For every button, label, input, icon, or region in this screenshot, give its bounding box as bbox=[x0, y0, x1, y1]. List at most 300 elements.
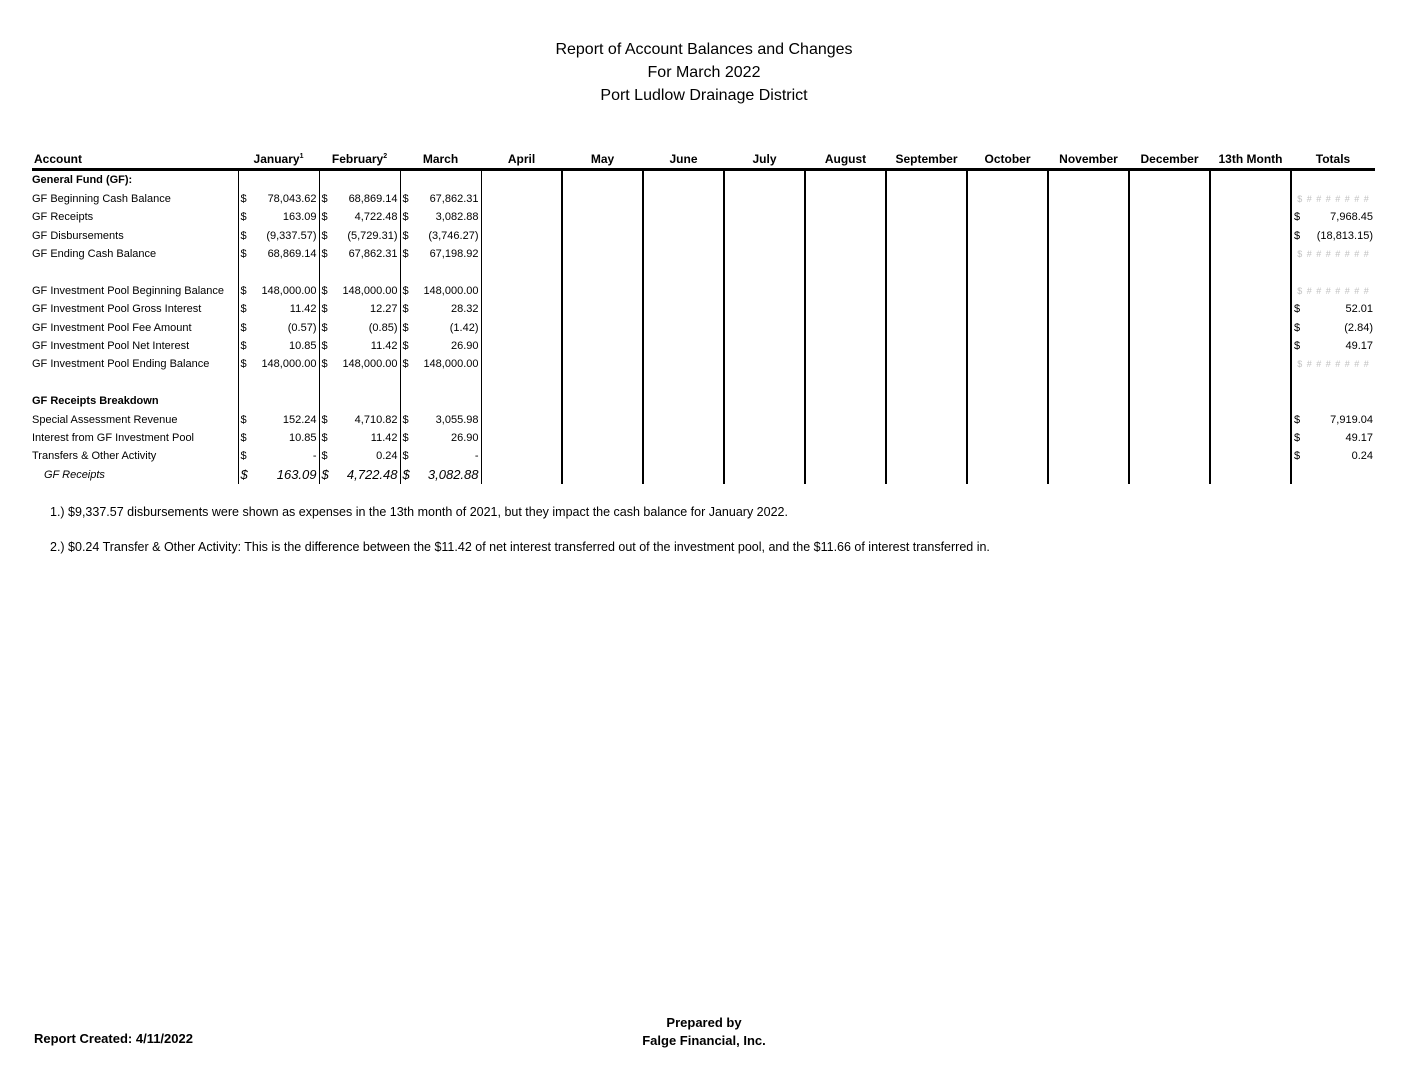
column-header-month: October bbox=[967, 148, 1048, 170]
row-label: GF Ending Cash Balance bbox=[32, 248, 157, 261]
column-header-month: November bbox=[1048, 148, 1129, 170]
month-cell bbox=[562, 227, 643, 245]
total-value: 52.01 bbox=[1345, 303, 1373, 316]
currency-symbol: $ bbox=[402, 303, 409, 316]
month-cell bbox=[1129, 227, 1210, 245]
amount-value: 148,000.00 bbox=[342, 284, 398, 297]
month-cell bbox=[481, 282, 562, 300]
month-cell bbox=[1129, 337, 1210, 355]
month-cell bbox=[481, 263, 562, 281]
currency-symbol: $ bbox=[1294, 340, 1301, 353]
month-cell bbox=[400, 300, 481, 318]
amount-value: 10.85 bbox=[288, 340, 317, 353]
month-cell bbox=[886, 208, 967, 226]
table-row bbox=[32, 170, 1375, 190]
totals-cell bbox=[1291, 227, 1375, 245]
month-cell bbox=[1048, 355, 1129, 373]
report-title-line-3: Port Ludlow Drainage District bbox=[600, 87, 808, 104]
month-cell bbox=[886, 170, 967, 190]
month-cell bbox=[643, 263, 724, 281]
totals-cell bbox=[1291, 319, 1375, 337]
month-cell bbox=[400, 227, 481, 245]
month-cell bbox=[481, 411, 562, 429]
row-label: GF Disbursements bbox=[32, 229, 124, 242]
month-cell bbox=[400, 466, 481, 484]
month-cell bbox=[238, 190, 319, 208]
row-label: GF Investment Pool Fee Amount bbox=[32, 321, 192, 334]
month-cell bbox=[562, 337, 643, 355]
currency-symbol: $ bbox=[321, 340, 328, 353]
table-row bbox=[32, 245, 1375, 263]
month-cell bbox=[805, 466, 886, 484]
month-cell bbox=[481, 466, 562, 484]
currency-symbol: $ bbox=[240, 303, 247, 316]
month-cell bbox=[562, 374, 643, 392]
amount-value: 0.24 bbox=[376, 450, 398, 463]
column-header-month: February$^2$ bbox=[319, 148, 400, 170]
amount-value: 67,198.92 bbox=[429, 248, 479, 261]
month-cell bbox=[967, 374, 1048, 392]
column-header-account: Account bbox=[32, 148, 238, 170]
currency-symbol: $ bbox=[240, 340, 247, 353]
amount-value: (5,729.31) bbox=[347, 229, 398, 242]
month-cell bbox=[643, 466, 724, 484]
row-label: GF Investment Pool Gross Interest bbox=[32, 303, 202, 316]
month-cell bbox=[1129, 190, 1210, 208]
month-cell bbox=[886, 447, 967, 465]
month-cell bbox=[643, 337, 724, 355]
total-value: 49.17 bbox=[1345, 340, 1373, 353]
month-cell bbox=[805, 429, 886, 447]
month-cell bbox=[886, 429, 967, 447]
month-cell bbox=[805, 355, 886, 373]
month-cell bbox=[319, 170, 400, 190]
footnote-2: 2.) $0.24 Transfer & Other Activity: This is the difference between the $11.42 of net interest transferred out of the investment pool, and the $11.66 of interest transferred in. bbox=[50, 540, 990, 554]
amount-value: 163.09 bbox=[276, 466, 317, 482]
table-row bbox=[32, 411, 1375, 429]
month-cell bbox=[886, 245, 967, 263]
month-cell bbox=[724, 282, 805, 300]
currency-symbol: $ bbox=[402, 450, 409, 463]
currency-symbol: $ bbox=[321, 284, 328, 297]
month-cell bbox=[967, 429, 1048, 447]
currency-symbol: $ bbox=[1294, 303, 1301, 316]
month-cell bbox=[967, 337, 1048, 355]
month-cell bbox=[1210, 374, 1291, 392]
month-cell bbox=[481, 227, 562, 245]
column-header-month: 13th Month bbox=[1210, 148, 1291, 170]
month-cell bbox=[967, 263, 1048, 281]
prepared-by-block bbox=[604, 1014, 804, 1050]
month-cell bbox=[400, 374, 481, 392]
row-label: Special Assessment Revenue bbox=[32, 413, 178, 426]
month-cell bbox=[724, 208, 805, 226]
amount-value: 148,000.00 bbox=[261, 284, 317, 297]
month-cell bbox=[805, 337, 886, 355]
table-row bbox=[32, 227, 1375, 245]
month-cell bbox=[400, 245, 481, 263]
totals-cell bbox=[1291, 374, 1375, 392]
amount-value: 3,055.98 bbox=[435, 413, 479, 426]
month-cell bbox=[400, 190, 481, 208]
month-cell bbox=[967, 300, 1048, 318]
total-value: 0.24 bbox=[1351, 450, 1373, 463]
table-row bbox=[32, 337, 1375, 355]
totals-cell bbox=[1291, 282, 1375, 300]
month-cell bbox=[805, 263, 886, 281]
month-cell bbox=[400, 392, 481, 410]
month-cell bbox=[319, 208, 400, 226]
month-cell bbox=[562, 208, 643, 226]
month-cell bbox=[967, 282, 1048, 300]
month-cell bbox=[562, 170, 643, 190]
row-label: Transfers & Other Activity bbox=[32, 450, 157, 463]
row-label: GF Receipts Breakdown bbox=[32, 395, 159, 408]
month-cell bbox=[1210, 300, 1291, 318]
month-cell bbox=[886, 355, 967, 373]
month-cell bbox=[805, 208, 886, 226]
month-cell bbox=[238, 208, 319, 226]
table-row bbox=[32, 429, 1375, 447]
month-cell bbox=[1048, 300, 1129, 318]
report-title-line-2: For March 2022 bbox=[647, 64, 761, 81]
month-cell bbox=[481, 374, 562, 392]
month-cell bbox=[643, 392, 724, 410]
month-cell bbox=[481, 208, 562, 226]
month-cell bbox=[967, 466, 1048, 484]
overflow-placeholder: $ # # # # # # # bbox=[1297, 249, 1370, 260]
amount-value: 148,000.00 bbox=[423, 284, 479, 297]
month-cell bbox=[1048, 170, 1129, 190]
amount-value: 11.42 bbox=[370, 432, 398, 445]
table-row bbox=[32, 208, 1375, 226]
totals-cell bbox=[1291, 208, 1375, 226]
month-cell bbox=[1048, 429, 1129, 447]
currency-symbol: $ bbox=[321, 229, 328, 242]
table-row bbox=[32, 300, 1375, 318]
month-cell bbox=[1129, 411, 1210, 429]
currency-symbol: $ bbox=[321, 211, 328, 224]
amount-value: 148,000.00 bbox=[423, 358, 479, 371]
amount-value: - bbox=[312, 450, 317, 463]
month-cell bbox=[724, 337, 805, 355]
month-cell bbox=[967, 392, 1048, 410]
amount-value: 26.90 bbox=[450, 340, 479, 353]
month-cell bbox=[1048, 319, 1129, 337]
amount-value: 11.42 bbox=[289, 303, 317, 316]
month-cell bbox=[319, 337, 400, 355]
month-cell bbox=[1048, 411, 1129, 429]
month-cell bbox=[805, 319, 886, 337]
totals-cell bbox=[1291, 190, 1375, 208]
column-header-month: January$^1$ bbox=[238, 148, 319, 170]
month-cell bbox=[562, 466, 643, 484]
month-cell bbox=[562, 245, 643, 263]
month-cell bbox=[238, 282, 319, 300]
month-cell bbox=[238, 170, 319, 190]
month-cell bbox=[1048, 245, 1129, 263]
currency-symbol: $ bbox=[402, 466, 410, 482]
month-cell bbox=[562, 411, 643, 429]
month-cell bbox=[1210, 245, 1291, 263]
amount-value: 163.09 bbox=[282, 211, 317, 224]
month-cell bbox=[967, 170, 1048, 190]
month-cell bbox=[481, 355, 562, 373]
month-cell bbox=[319, 374, 400, 392]
month-cell bbox=[724, 190, 805, 208]
month-cell bbox=[643, 245, 724, 263]
currency-symbol: $ bbox=[402, 358, 409, 371]
month-cell bbox=[1210, 190, 1291, 208]
month-cell bbox=[967, 355, 1048, 373]
month-cell bbox=[319, 411, 400, 429]
total-value: 49.17 bbox=[1345, 432, 1373, 445]
currency-symbol: $ bbox=[321, 248, 328, 261]
table-row bbox=[32, 374, 1375, 392]
currency-symbol: $ bbox=[402, 432, 409, 445]
month-cell bbox=[886, 263, 967, 281]
month-cell bbox=[481, 447, 562, 465]
month-cell bbox=[1210, 429, 1291, 447]
month-cell bbox=[805, 227, 886, 245]
month-cell bbox=[400, 282, 481, 300]
table-header-row bbox=[32, 148, 1375, 170]
month-cell bbox=[562, 355, 643, 373]
month-cell bbox=[1210, 282, 1291, 300]
month-cell bbox=[1048, 208, 1129, 226]
currency-symbol: $ bbox=[240, 358, 247, 371]
month-cell bbox=[238, 319, 319, 337]
preparer-name: Falge Financial, Inc. bbox=[642, 1033, 766, 1048]
month-cell bbox=[238, 227, 319, 245]
month-cell bbox=[724, 355, 805, 373]
amount-value: 3,082.88 bbox=[427, 466, 479, 482]
amount-value: (1.42) bbox=[449, 321, 479, 334]
month-cell bbox=[562, 392, 643, 410]
amount-value: 152.24 bbox=[282, 413, 317, 426]
row-label bbox=[32, 263, 238, 281]
overflow-placeholder: $ # # # # # # # bbox=[1297, 193, 1370, 204]
month-cell bbox=[319, 466, 400, 484]
currency-symbol: $ bbox=[321, 192, 328, 205]
month-cell bbox=[886, 466, 967, 484]
month-cell bbox=[724, 447, 805, 465]
month-cell bbox=[643, 190, 724, 208]
row-label: GF Investment Pool Beginning Balance bbox=[32, 284, 225, 297]
month-cell bbox=[643, 282, 724, 300]
month-cell bbox=[238, 263, 319, 281]
month-cell bbox=[238, 300, 319, 318]
month-cell bbox=[724, 392, 805, 410]
month-cell bbox=[1129, 466, 1210, 484]
currency-symbol: $ bbox=[402, 284, 409, 297]
month-cell bbox=[967, 411, 1048, 429]
month-cell bbox=[886, 282, 967, 300]
currency-symbol: $ bbox=[240, 413, 247, 426]
currency-symbol: $ bbox=[240, 284, 247, 297]
total-value: (18,813.15) bbox=[1316, 229, 1373, 242]
month-cell bbox=[886, 227, 967, 245]
month-cell bbox=[238, 411, 319, 429]
currency-symbol: $ bbox=[1294, 432, 1301, 445]
month-cell bbox=[319, 392, 400, 410]
month-cell bbox=[886, 300, 967, 318]
amount-value: 4,722.48 bbox=[346, 466, 398, 482]
month-cell bbox=[1048, 374, 1129, 392]
month-cell bbox=[724, 374, 805, 392]
month-cell bbox=[400, 411, 481, 429]
month-cell bbox=[1129, 447, 1210, 465]
month-cell bbox=[562, 263, 643, 281]
month-cell bbox=[967, 190, 1048, 208]
row-label: GF Receipts bbox=[32, 211, 94, 224]
month-cell bbox=[1048, 447, 1129, 465]
month-cell bbox=[1129, 245, 1210, 263]
month-cell bbox=[886, 190, 967, 208]
month-cell bbox=[1210, 355, 1291, 373]
column-header-month: June bbox=[643, 148, 724, 170]
report-created-date: Report Created: 4/11/2022 bbox=[34, 1031, 193, 1046]
amount-value: (9,337.57) bbox=[266, 229, 317, 242]
totals-cell bbox=[1291, 447, 1375, 465]
currency-symbol: $ bbox=[1294, 450, 1301, 463]
balances-table bbox=[32, 148, 1375, 484]
total-value: 7,968.45 bbox=[1330, 211, 1373, 224]
month-cell bbox=[400, 170, 481, 190]
totals-cell bbox=[1291, 245, 1375, 263]
month-cell bbox=[1048, 337, 1129, 355]
currency-symbol: $ bbox=[321, 358, 328, 371]
month-cell bbox=[238, 466, 319, 484]
currency-symbol: $ bbox=[240, 248, 247, 261]
currency-symbol: $ bbox=[402, 413, 409, 426]
month-cell bbox=[967, 447, 1048, 465]
currency-symbol: $ bbox=[240, 321, 247, 334]
month-cell bbox=[643, 227, 724, 245]
month-cell bbox=[643, 300, 724, 318]
month-cell bbox=[481, 319, 562, 337]
amount-value: 28.32 bbox=[450, 303, 479, 316]
column-header-month: April bbox=[481, 148, 562, 170]
totals-cell bbox=[1291, 355, 1375, 373]
month-cell bbox=[481, 429, 562, 447]
month-cell bbox=[724, 319, 805, 337]
totals-cell bbox=[1291, 170, 1375, 190]
month-cell bbox=[238, 355, 319, 373]
currency-symbol: $ bbox=[321, 321, 328, 334]
month-cell bbox=[1129, 374, 1210, 392]
currency-symbol: $ bbox=[321, 450, 328, 463]
month-cell bbox=[319, 319, 400, 337]
month-cell bbox=[805, 190, 886, 208]
table-row bbox=[32, 355, 1375, 373]
month-cell bbox=[400, 447, 481, 465]
month-cell bbox=[724, 300, 805, 318]
amount-value: (0.57) bbox=[287, 321, 317, 334]
month-cell bbox=[319, 282, 400, 300]
currency-symbol: $ bbox=[1294, 229, 1301, 242]
month-cell bbox=[1210, 319, 1291, 337]
month-cell bbox=[724, 245, 805, 263]
currency-symbol: $ bbox=[240, 432, 247, 445]
column-header-totals: Totals bbox=[1291, 148, 1375, 170]
month-cell bbox=[481, 337, 562, 355]
month-cell bbox=[1129, 355, 1210, 373]
month-cell bbox=[319, 429, 400, 447]
currency-symbol: $ bbox=[240, 192, 247, 205]
month-cell bbox=[967, 208, 1048, 226]
footnote-1: 1.) $9,337.57 disbursements were shown as expenses in the 13th month of 2021, but they impact the cash balance for January 2022. bbox=[50, 505, 788, 519]
month-cell bbox=[319, 263, 400, 281]
month-cell bbox=[886, 319, 967, 337]
month-cell bbox=[805, 392, 886, 410]
month-cell bbox=[1129, 170, 1210, 190]
month-cell bbox=[400, 208, 481, 226]
month-cell bbox=[238, 245, 319, 263]
currency-symbol: $ bbox=[240, 450, 247, 463]
total-value: 7,919.04 bbox=[1330, 413, 1373, 426]
table-row bbox=[32, 282, 1375, 300]
report-title-line-1: Report of Account Balances and Changes bbox=[555, 41, 853, 58]
column-header-month: July bbox=[724, 148, 805, 170]
month-cell bbox=[481, 392, 562, 410]
month-cell bbox=[724, 227, 805, 245]
month-cell bbox=[319, 190, 400, 208]
row-label: GF Beginning Cash Balance bbox=[32, 192, 171, 205]
month-cell bbox=[1210, 466, 1291, 484]
amount-value: 4,710.82 bbox=[354, 413, 398, 426]
currency-symbol: $ bbox=[240, 466, 248, 482]
month-cell bbox=[562, 300, 643, 318]
row-label: Interest from GF Investment Pool bbox=[32, 432, 195, 445]
month-cell bbox=[562, 429, 643, 447]
prepared-by-label: Prepared by bbox=[666, 1015, 742, 1030]
amount-value: 10.85 bbox=[288, 432, 317, 445]
column-header-month: March bbox=[400, 148, 481, 170]
month-cell bbox=[1210, 337, 1291, 355]
month-cell bbox=[805, 245, 886, 263]
currency-symbol: $ bbox=[1294, 211, 1301, 224]
table-row bbox=[32, 447, 1375, 465]
month-cell bbox=[562, 190, 643, 208]
month-cell bbox=[643, 319, 724, 337]
totals-cell bbox=[1291, 429, 1375, 447]
month-cell bbox=[481, 190, 562, 208]
amount-value: 4,722.48 bbox=[354, 211, 398, 224]
amount-value: 12.27 bbox=[369, 303, 398, 316]
total-value: (2.84) bbox=[1344, 321, 1373, 334]
amount-value: 68,869.14 bbox=[348, 192, 398, 205]
month-cell bbox=[481, 245, 562, 263]
amount-value: 67,862.31 bbox=[348, 248, 398, 261]
month-cell bbox=[1048, 392, 1129, 410]
amount-value: 11.42 bbox=[370, 340, 398, 353]
month-cell bbox=[805, 170, 886, 190]
month-cell bbox=[1129, 429, 1210, 447]
month-cell bbox=[1210, 447, 1291, 465]
table-body bbox=[32, 170, 1375, 484]
month-cell bbox=[481, 300, 562, 318]
row-label: GF Receipts bbox=[44, 468, 105, 481]
month-cell bbox=[886, 392, 967, 410]
amount-value: 68,869.14 bbox=[267, 248, 317, 261]
currency-symbol: $ bbox=[402, 340, 409, 353]
month-cell bbox=[1210, 170, 1291, 190]
month-cell bbox=[724, 411, 805, 429]
currency-symbol: $ bbox=[1294, 321, 1301, 334]
month-cell bbox=[886, 337, 967, 355]
amount-value: (3,746.27) bbox=[428, 229, 479, 242]
